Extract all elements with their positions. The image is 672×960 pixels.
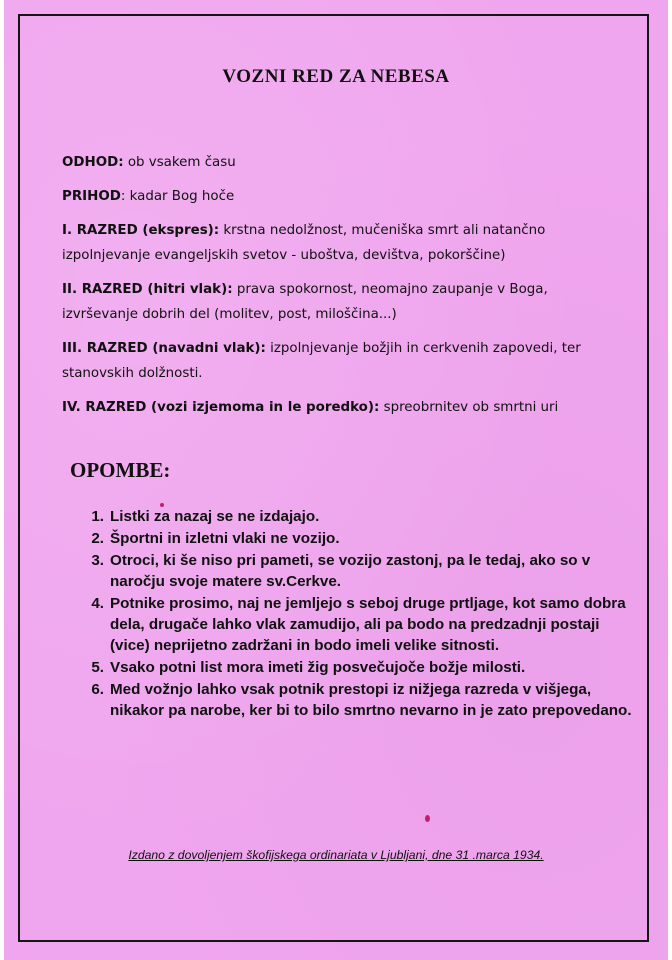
- schedule-entry-arrival: [62, 184, 622, 209]
- list-item: [76, 528, 636, 549]
- schedule-section: [62, 150, 622, 429]
- entry-key: ODHOD:: [62, 155, 124, 170]
- entry-key: PRIHOD: [62, 189, 121, 204]
- entry-text: : kadar Bog hoče: [120, 189, 235, 204]
- entry-key: III. RAZRED (navadni vlak):: [62, 341, 266, 356]
- entry-key: IV. RAZRED (vozi izjemoma in le poredko):: [62, 400, 380, 415]
- schedule-entry-class-3: [62, 336, 622, 386]
- entry-text: krstna nedolžnost, mučeniška smrt ali natančno izpolnjevanje evangeljskih svetov - uboštva, devištva, pokorščine): [62, 223, 546, 263]
- document-sheet: [4, 0, 668, 960]
- entry-text: ob vsakem času: [123, 155, 236, 170]
- list-item: [76, 593, 636, 656]
- list-item: [76, 506, 636, 527]
- schedule-entry-class-1: [62, 218, 622, 268]
- entry-text: izpolnjevanje božjih in cerkvenih zapovedi, ter stanovskih dolžnosti.: [62, 341, 581, 381]
- note-text: Potnike prosimo, naj ne jemljejo s seboj druge prtljage, kot samo dobra dela, drugače lahko vlak zamudijo, ali pa bodo na predzadnji postaji (vice) neprijetno zadržani in bodo imeli velike sitnosti.: [110, 595, 626, 654]
- ink-speck: [160, 503, 164, 507]
- note-number: 3.: [91, 552, 104, 569]
- document-title: VOZNI RED ZA NEBESA: [222, 66, 450, 87]
- entry-key: I. RAZRED (ekspres):: [62, 223, 220, 238]
- notes-list: [76, 506, 636, 722]
- schedule-entry-class-4: [62, 395, 622, 420]
- note-number: 4.: [91, 595, 104, 612]
- list-item: [76, 657, 636, 678]
- note-text: Otroci, ki še niso pri pameti, se vozijo zastonj, pa le tedaj, ako so v naročju svoje matere sv.Cerkve.: [110, 552, 591, 590]
- note-number: 1.: [91, 508, 104, 525]
- list-item: [76, 550, 636, 592]
- issue-footer: Izdano z dovoljenjem škofijskega ordinariata v Ljubljani, dne 31 .marca 1934.: [128, 848, 544, 862]
- notes-heading: OPOMBE:: [70, 458, 171, 482]
- note-number: 6.: [91, 681, 104, 698]
- ink-speck: [425, 815, 430, 822]
- note-text: Vsako potni list mora imeti žig posvečujoče božje milosti.: [110, 659, 526, 676]
- note-text: Športni in izletni vlaki ne vozijo.: [110, 530, 340, 547]
- note-number: 5.: [91, 659, 104, 676]
- list-item: [76, 679, 636, 721]
- note-text: Med vožnjo lahko vsak potnik prestopi iz nižjega razreda v višjega, nikakor pa narobe, ker bi to bilo smrtno nevarno in je zato prepovedano.: [110, 681, 632, 719]
- note-text: Listki za nazaj se ne izdajajo.: [110, 508, 320, 525]
- note-number: 2.: [91, 530, 104, 547]
- schedule-entry-departure: [62, 150, 622, 175]
- schedule-entry-class-2: [62, 277, 622, 327]
- entry-text: prava spokornost, neomajno zaupanje v Boga, izvrševanje dobrih del (molitev, post, miloščina...): [62, 282, 548, 322]
- entry-text: spreobrnitev ob smrtni uri: [379, 400, 559, 415]
- entry-key: II. RAZRED (hitri vlak):: [62, 282, 233, 297]
